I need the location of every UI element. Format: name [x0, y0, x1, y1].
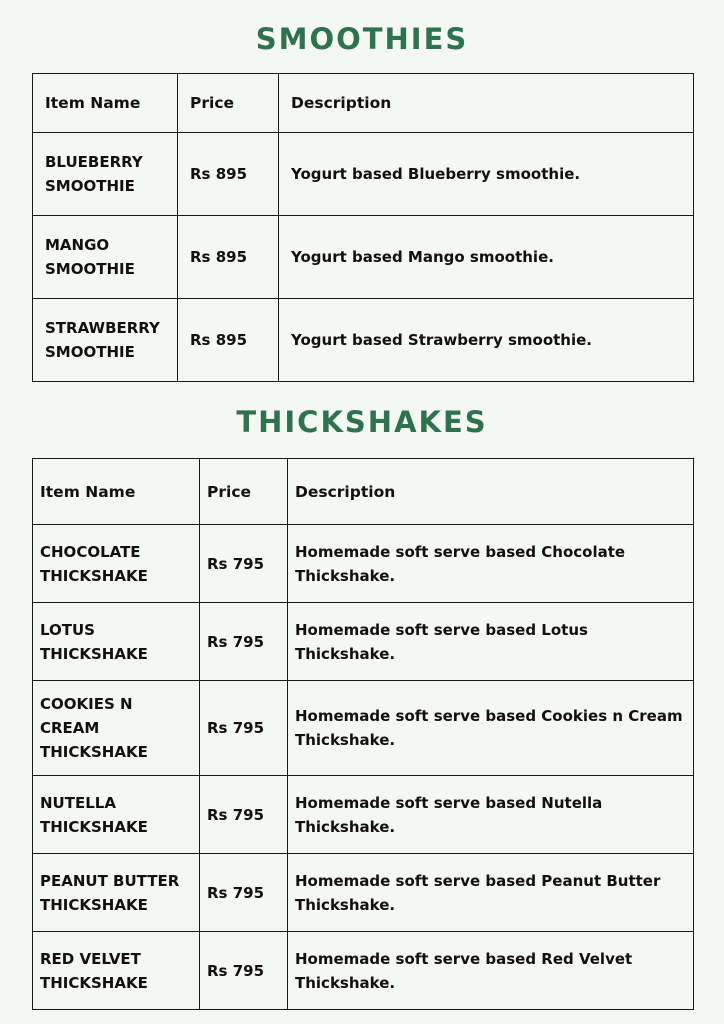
item-name: LOTUS THICKSHAKE [33, 603, 200, 681]
item-name: RED VELVET THICKSHAKE [33, 932, 200, 1010]
item-name: STRAWBERRY SMOOTHIE [33, 299, 178, 382]
header-item-name: Item Name [33, 74, 178, 133]
table-row [33, 525, 694, 603]
item-price: Rs 895 [178, 299, 279, 382]
item-description: Homemade soft serve based Chocolate Thickshake. [288, 525, 694, 603]
item-description: Homemade soft serve based Cookies n Cream Thickshake. [288, 681, 694, 776]
item-name: COOKIES N CREAM THICKSHAKE [33, 681, 200, 776]
item-price: Rs 795 [200, 525, 288, 603]
item-price: Rs 795 [200, 932, 288, 1010]
item-name: NUTELLA THICKSHAKE [33, 776, 200, 854]
smoothies-table [32, 73, 694, 382]
header-description: Description [279, 74, 694, 133]
item-price: Rs 795 [200, 776, 288, 854]
item-price: Rs 795 [200, 854, 288, 932]
table-row [33, 681, 694, 776]
table-header-row [33, 459, 694, 525]
item-description: Yogurt based Mango smoothie. [279, 216, 694, 299]
smoothies-heading: SMOOTHIES [255, 22, 469, 56]
table-row [33, 216, 694, 299]
table-row [33, 854, 694, 932]
table-row [33, 133, 694, 216]
thickshakes-table [32, 458, 694, 1010]
item-description: Homemade soft serve based Peanut Butter Thickshake. [288, 854, 694, 932]
item-price: Rs 795 [200, 603, 288, 681]
table-row [33, 603, 694, 681]
item-price: Rs 895 [178, 133, 279, 216]
table-header-row [33, 74, 694, 133]
item-description: Yogurt based Strawberry smoothie. [279, 299, 694, 382]
item-description: Homemade soft serve based Lotus Thickshake. [288, 603, 694, 681]
item-name: PEANUT BUTTER THICKSHAKE [33, 854, 200, 932]
header-description: Description [288, 459, 694, 525]
item-price: Rs 895 [178, 216, 279, 299]
item-description: Homemade soft serve based Red Velvet Thickshake. [288, 932, 694, 1010]
header-item-name: Item Name [33, 459, 200, 525]
item-name: CHOCOLATE THICKSHAKE [33, 525, 200, 603]
item-price: Rs 795 [200, 681, 288, 776]
item-description: Homemade soft serve based Nutella Thickshake. [288, 776, 694, 854]
table-row [33, 932, 694, 1010]
thickshakes-heading: THICKSHAKES [236, 405, 488, 439]
table-row [33, 299, 694, 382]
item-name: BLUEBERRY SMOOTHIE [33, 133, 178, 216]
header-price: Price [200, 459, 288, 525]
header-price: Price [178, 74, 279, 133]
table-row [33, 776, 694, 854]
item-description: Yogurt based Blueberry smoothie. [279, 133, 694, 216]
item-name: MANGO SMOOTHIE [33, 216, 178, 299]
